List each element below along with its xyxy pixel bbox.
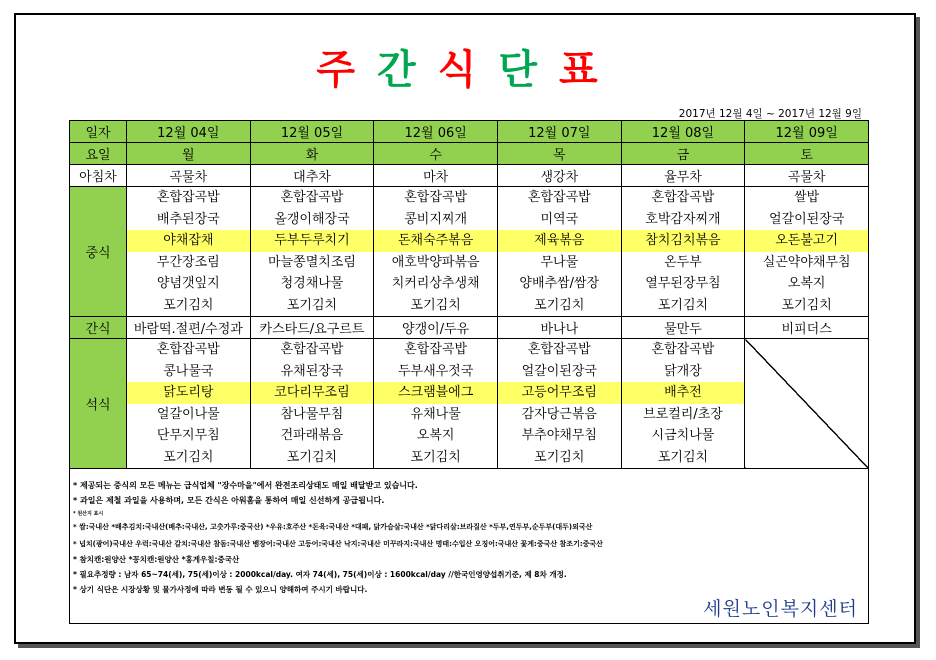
- menu-table: [69, 120, 869, 469]
- dinner-item: 부추야채무침: [521, 428, 597, 443]
- dinner-item: 스크램블에그: [374, 382, 497, 404]
- lunch-item: 오복지: [787, 276, 826, 291]
- dinner-item: 유채나물: [410, 406, 461, 422]
- lunch-item: 포기김치: [163, 297, 214, 313]
- weekday-cell: 토: [745, 143, 869, 165]
- lunch-item: 실곤약야채무침: [762, 254, 851, 270]
- dinner-cell: [250, 339, 374, 469]
- frame-shadow-bottom: [18, 644, 920, 648]
- lunch-item: 혼합잡곡밥: [280, 190, 344, 205]
- weekday-label: 요일: [70, 143, 127, 165]
- weekday-cell: 금: [621, 143, 745, 165]
- note-line: * 제공되는 중식의 모든 메뉴는 급식업체 "장수마을"에서 완전조리상태도 매일 배달받고 있습니다.: [73, 481, 418, 490]
- lunch-cell: [497, 187, 621, 317]
- dinner-item: 참나물무침: [280, 406, 344, 422]
- title-char: 간: [377, 47, 438, 93]
- lunch-item: 애호박양파볶음: [391, 254, 480, 270]
- lunch-item: 양배추쌈/쌈장: [519, 276, 600, 291]
- dinner-item: 오복지: [416, 428, 455, 443]
- lunch-item: 얼갈이된장국: [768, 211, 845, 227]
- lunch-cell: [745, 187, 869, 317]
- title-char: 단: [498, 47, 559, 93]
- dinner-cell: [127, 339, 251, 469]
- note-line: * 필요추정량 : 남자 65~74(세), 75(세)이상 : 2000kcal/day. 여자 74(세), 75(세)이상 : 1600kcal/day //한국인영양섭취기준, 제 8차 개정.: [73, 570, 567, 579]
- dinner-item: 포기김치: [410, 449, 461, 465]
- title-char: 식: [437, 47, 499, 93]
- snack-cell: 바람떡.절편/수정과: [127, 317, 251, 339]
- note-line: * 원산지 표시: [73, 511, 104, 517]
- snack-cell: 카스타드/요구르트: [250, 317, 374, 339]
- date-cell: 12월 05일: [250, 121, 374, 143]
- lunch-item: 양념갯잎지: [156, 276, 220, 291]
- dinner-item: 혼합잡곡밥: [280, 342, 344, 357]
- lunch-item: 포기김치: [286, 297, 338, 313]
- dinner-item: 닭도리탕: [127, 382, 250, 404]
- date-cell: 12월 09일: [745, 121, 869, 143]
- date-range: 2017년 12월 4일 ~ 2017년 12월 9일: [678, 108, 862, 120]
- dinner-item: 단무지무침: [156, 428, 220, 443]
- dinner-item: 건파래볶음: [280, 428, 344, 443]
- tea-cell: 율무차: [621, 165, 745, 187]
- lunch-item: 호박감자찌개: [645, 211, 721, 227]
- frame-shadow-right: [916, 17, 920, 648]
- dinner-item: 포기김치: [534, 449, 585, 465]
- lunch-item: 무간장조림: [156, 254, 220, 270]
- lunch-item: 혼합잡곡밥: [527, 190, 591, 205]
- snack-cell: 물만두: [621, 317, 745, 339]
- dinner-item: 배추전: [622, 382, 745, 404]
- lunch-item: 포기김치: [781, 297, 832, 313]
- organization-name: 세원노인복지센터: [703, 598, 858, 620]
- dinner-item: 혼합잡곡밥: [404, 342, 468, 357]
- lunch-item: 돈채숙주볶음: [374, 230, 497, 252]
- note-line: * 과일은 제철 과일을 사용하며, 모든 간식은 아워홈을 통하여 매일 신선하게 공급됩니다.: [73, 496, 385, 505]
- lunch-item: 참치김치볶음: [622, 230, 745, 252]
- weekday-cell: 월: [127, 143, 251, 165]
- snack-cell: 비피더스: [745, 317, 869, 339]
- date-cell: 12월 08일: [621, 121, 745, 143]
- title-char: 주: [316, 47, 378, 93]
- lunch-item: 콩비지찌개: [404, 211, 468, 227]
- dinner-item: 포기김치: [657, 449, 709, 465]
- dinner-item: 포기김치: [286, 449, 338, 465]
- lunch-item: 온두부: [664, 254, 702, 270]
- tea-cell: 곡물차: [745, 165, 869, 187]
- lunch-item: 쌀밥: [794, 190, 820, 205]
- tea-cell: 곡물차: [127, 165, 251, 187]
- lunch-cell: [374, 187, 498, 317]
- dinner-cell-empty: [745, 339, 869, 469]
- dinner-cell: [497, 339, 621, 469]
- snack-label: 간식: [70, 317, 127, 339]
- dinner-item: 닭개장: [664, 363, 702, 379]
- lunch-item: 미역국: [540, 211, 579, 227]
- snack-cell: 양갱이/두유: [374, 317, 498, 339]
- lunch-item: 혼합잡곡밥: [404, 190, 468, 205]
- lunch-item: 오돈불고기: [745, 230, 868, 252]
- weekday-row: [70, 143, 869, 165]
- date-label: 일자: [70, 121, 127, 143]
- dinner-item: 포기김치: [163, 449, 214, 465]
- tea-cell: 대추차: [250, 165, 374, 187]
- lunch-item: 열무된장무침: [645, 276, 721, 291]
- dinner-item: 코다리무조림: [251, 382, 374, 404]
- lunch-item: 마늘쫑멸치조림: [268, 254, 356, 270]
- dinner-cell: [621, 339, 745, 469]
- lunch-label: 중식: [70, 187, 127, 317]
- lunch-cell: [250, 187, 374, 317]
- note-line: * 쌀:국내산 *배추김치:국내산(배추:국내산, 고춧가루:중국산) *우유:호주산 *돈육:국내산 *대패, 닭가슴살:국내산 *닭다리살:브라질산 *두부,연두부,순두부(대두)외국산: [73, 523, 593, 531]
- lunch-item: 두부두루치기: [251, 230, 374, 252]
- dinner-item: 감자당근볶음: [521, 406, 597, 422]
- date-row: [70, 121, 869, 143]
- notes-box: [69, 466, 869, 624]
- lunch-item: 청경채나물: [280, 276, 344, 291]
- tea-cell: 마차: [374, 165, 498, 187]
- lunch-row: [70, 187, 869, 317]
- dinner-item: 얼갈이된장국: [521, 363, 597, 379]
- lunch-item: 배추된장국: [156, 211, 220, 227]
- dinner-row: [70, 339, 869, 469]
- lunch-item: 올갱이해장국: [274, 211, 350, 227]
- tea-cell: 생강차: [497, 165, 621, 187]
- date-cell: 12월 07일: [497, 121, 621, 143]
- dinner-item: 혼합잡곡밥: [651, 342, 715, 357]
- weekday-cell: 목: [497, 143, 621, 165]
- note-line: * 상기 식단은 시장상황 및 물가사정에 따라 변동 될 수 있으니 양해하여 주시기 바랍니다.: [73, 585, 368, 594]
- snack-cell: 바나나: [497, 317, 621, 339]
- dinner-item: 콩나물국: [163, 363, 214, 379]
- lunch-item: 포기김치: [410, 297, 461, 313]
- lunch-item: 혼합잡곡밥: [156, 190, 220, 205]
- lunch-item: 치커리상추생채: [391, 276, 480, 291]
- dinner-item: 유채된장국: [280, 363, 344, 379]
- dinner-item: 얼갈이나물: [156, 406, 220, 422]
- morning-tea-row: [70, 165, 869, 187]
- lunch-item: 제육볶음: [498, 230, 621, 252]
- dinner-item: 혼합잡곡밥: [527, 342, 591, 357]
- dinner-label: 석식: [70, 339, 127, 469]
- snack-row: [70, 317, 869, 339]
- dinner-cell: [374, 339, 498, 469]
- note-line: * 참치캔:원양산 *꽁치캔:원양산 *홍게우칠:중국산: [73, 555, 240, 564]
- lunch-item: 포기김치: [657, 297, 709, 313]
- lunch-cell: [127, 187, 251, 317]
- date-cell: 12월 04일: [127, 121, 251, 143]
- dinner-item: 브로컬리/초장: [643, 406, 723, 422]
- lunch-item: 포기김치: [534, 297, 585, 313]
- note-line: * 넙치(광어)국내산 우럭:국내산 갈치:국내산 참돔:국내산 뱀장어:국내산 고등어:국내산 낙지:국내산 미꾸라지:국내산 명태:수입산 오징어:국내산 꽃게:중국산 참조기:중국산: [73, 540, 603, 548]
- lunch-item: 무나물: [540, 254, 579, 270]
- lunch-cell: [621, 187, 745, 317]
- date-cell: 12월 06일: [374, 121, 498, 143]
- lunch-item: 혼합잡곡밥: [651, 190, 715, 205]
- dinner-item: 고등어무조림: [498, 382, 621, 404]
- page-title: [0, 38, 936, 95]
- dinner-item: 두부새우젓국: [397, 363, 474, 379]
- title-char: 표: [558, 47, 620, 93]
- weekday-cell: 화: [250, 143, 374, 165]
- dinner-item: 시금치나물: [651, 428, 715, 443]
- morning-tea-label: 아침차: [70, 165, 127, 187]
- dinner-item: 혼합잡곡밥: [156, 342, 220, 357]
- lunch-item: 야채잡채: [127, 230, 250, 252]
- weekday-cell: 수: [374, 143, 498, 165]
